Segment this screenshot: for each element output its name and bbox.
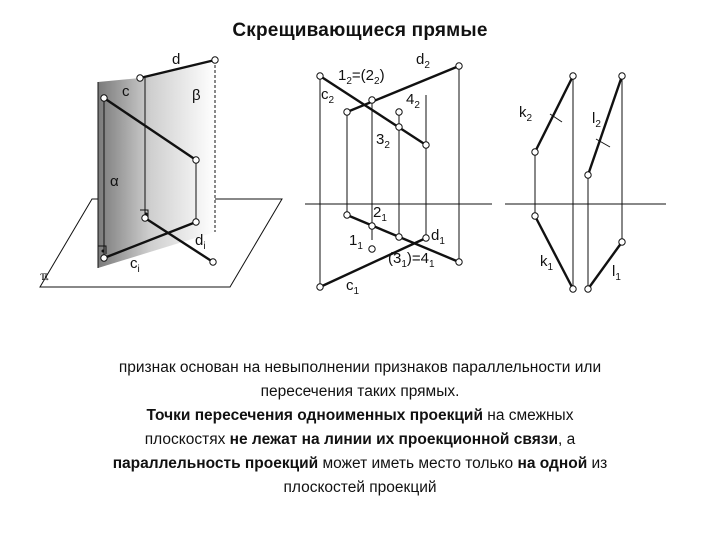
figure-3d-view xyxy=(40,51,282,287)
label-c1: $c_1$ xyxy=(346,277,360,297)
label-3-1-4-1: $(3_1)=4_1$ xyxy=(388,250,435,270)
label-2-1: $2_1$ xyxy=(373,204,387,224)
body-line-1: признак основан на невыполнении признаков параллельности или xyxy=(118,359,602,376)
body-line-3: Точки пересечения одноименных проекций на смежных xyxy=(146,407,574,424)
body-line-2: пересечения таких прямых. xyxy=(260,383,460,400)
label-alpha: α xyxy=(110,173,119,190)
plane-mark: ℼ xyxy=(40,269,49,283)
body-line-6: плоскостей проекций xyxy=(283,479,437,496)
label-l2: $l_2$ xyxy=(592,110,601,130)
label-3-2: $3_2$ xyxy=(376,131,390,151)
label-beta: β xyxy=(192,87,201,104)
body-text xyxy=(30,356,690,500)
label-d1: $d_1$ xyxy=(431,227,445,247)
body-line-5: параллельность проекций может иметь место только на одной из xyxy=(112,455,608,472)
figure-epure-kl xyxy=(505,73,666,292)
label-ci: $c_i$ xyxy=(130,255,140,275)
label-k1: $k_1$ xyxy=(540,253,554,273)
line-k2 xyxy=(535,76,573,152)
label-c2: $c_2$ xyxy=(321,86,335,106)
label-di: $d_i$ xyxy=(195,232,206,252)
label-d: d xyxy=(172,51,181,68)
label-l1: $l_1$ xyxy=(612,263,621,283)
label-4-2: $4_2$ xyxy=(406,91,420,111)
slide-title: Скрещивающиеся прямые xyxy=(232,20,488,41)
body-line-4: плоскостях не лежат на линии их проекционной связи, а xyxy=(144,431,576,448)
label-1-1: $1_1$ xyxy=(349,232,363,252)
label-k2: $k_2$ xyxy=(519,104,533,124)
figure-epure xyxy=(305,51,492,297)
label-d2: $d_2$ xyxy=(416,51,430,71)
label-1-2: $1_2=(2_2)$ xyxy=(338,67,385,87)
label-c: c xyxy=(122,83,130,100)
